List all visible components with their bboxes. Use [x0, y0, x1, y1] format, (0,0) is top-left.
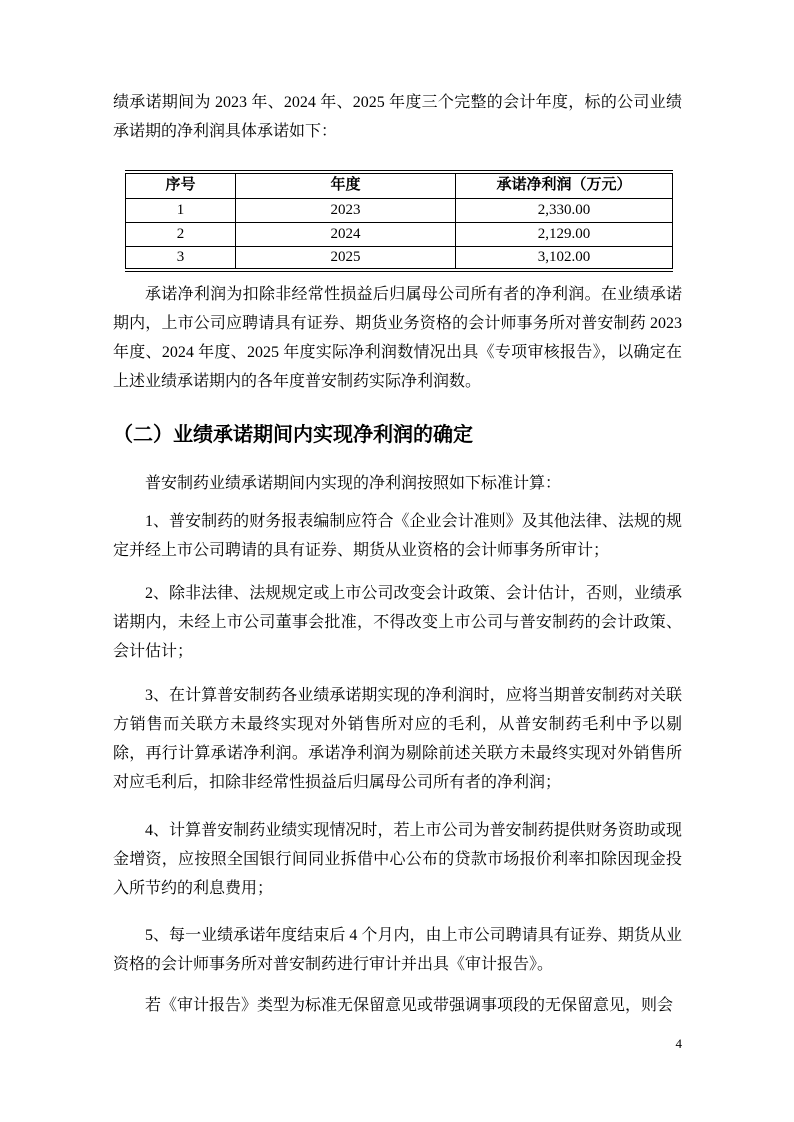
numbered-item-4: 4、计算普安制药业绩实现情况时，若上市公司为普安制药提供财务资助或现金增资，应按照全国银行间同业拆借中心公布的贷款市场报价利率扣除因现金投入所节约的利息费用； — [113, 822, 682, 897]
numbered-item-2: 2、除非法律、法规规定或上市公司改变会计政策、会计估计，否则，业绩承诺期内，未经上市公司董事会批准，不得改变上市公司与普安制药的会计政策、会计估计； — [113, 585, 682, 660]
paragraph-after-table: 承诺净利润为扣除非经常性损益后归属母公司所有者的净利润。在业绩承诺期内，上市公司应聘请具有证券、期货业务资格的会计师事务所对普安制药 2023 年度、2024 年度、2025 年度实际净利润数情况出具《专项审核报告》，以确定在上述业绩承诺期内的各年度普安制药实际净利润数。 — [113, 286, 682, 390]
table-header-year: 年度 — [236, 172, 456, 198]
page-number: 4 — [675, 1036, 682, 1051]
table-cell-year: 2023 — [236, 198, 456, 222]
numbered-item-3: 3、在计算普安制药各业绩承诺期实现的净利润时，应将当期普安制药对关联方销售而关联方未最终实现对外销售所对应的毛利，从普安制药毛利中予以剔除，再行计算承诺净利润。承诺净利润为剔除前述关联方未最终实现对外销售所对应毛利后，扣除非经常性损益后归属母公司所有者的净利润； — [113, 687, 682, 791]
table-cell-no: 2 — [126, 222, 236, 246]
commitment-table — [125, 170, 673, 272]
numbered-item-1: 1、普安制药的财务报表编制应符合《企业会计准则》及其他法律、法规的规定并经上市公司聘请的具有证券、期货从业资格的会计师事务所审计； — [113, 513, 682, 559]
table-cell-year: 2025 — [236, 246, 456, 270]
table-row — [126, 198, 673, 222]
table-header-profit: 承诺净利润（万元） — [456, 172, 673, 198]
table-row — [126, 246, 673, 270]
table-cell-no: 3 — [126, 246, 236, 270]
closing-paragraph: 若《审计报告》类型为标准无保留意见或带强调事项段的无保留意见，则会 — [145, 997, 674, 1014]
standards-intro-paragraph: 普安制药业绩承诺期间内实现的净利润按照如下标准计算： — [145, 475, 562, 492]
table-cell-profit: 2,129.00 — [456, 222, 673, 246]
page-content — [113, 88, 682, 1020]
table-cell-no: 1 — [126, 198, 236, 222]
table-header-row — [126, 172, 673, 198]
table-row — [126, 222, 673, 246]
section-heading: （二）业绩承诺期间内实现净利润的确定 — [113, 424, 473, 446]
numbered-item-5: 5、每一业绩承诺年度结束后 4 个月内，由上市公司聘请具有证券、期货从业资格的会计师事务所对普安制药进行审计并出具《审计报告》。 — [113, 927, 682, 973]
table-cell-year: 2024 — [236, 222, 456, 246]
table-cell-profit: 2,330.00 — [456, 198, 673, 222]
table-cell-profit: 3,102.00 — [456, 246, 673, 270]
table-header-no: 序号 — [126, 172, 236, 198]
paragraph-continuation: 绩承诺期间为 2023 年、2024 年、2025 年度三个完整的会计年度，标的公司业绩承诺期的净利润具体承诺如下： — [113, 94, 682, 140]
